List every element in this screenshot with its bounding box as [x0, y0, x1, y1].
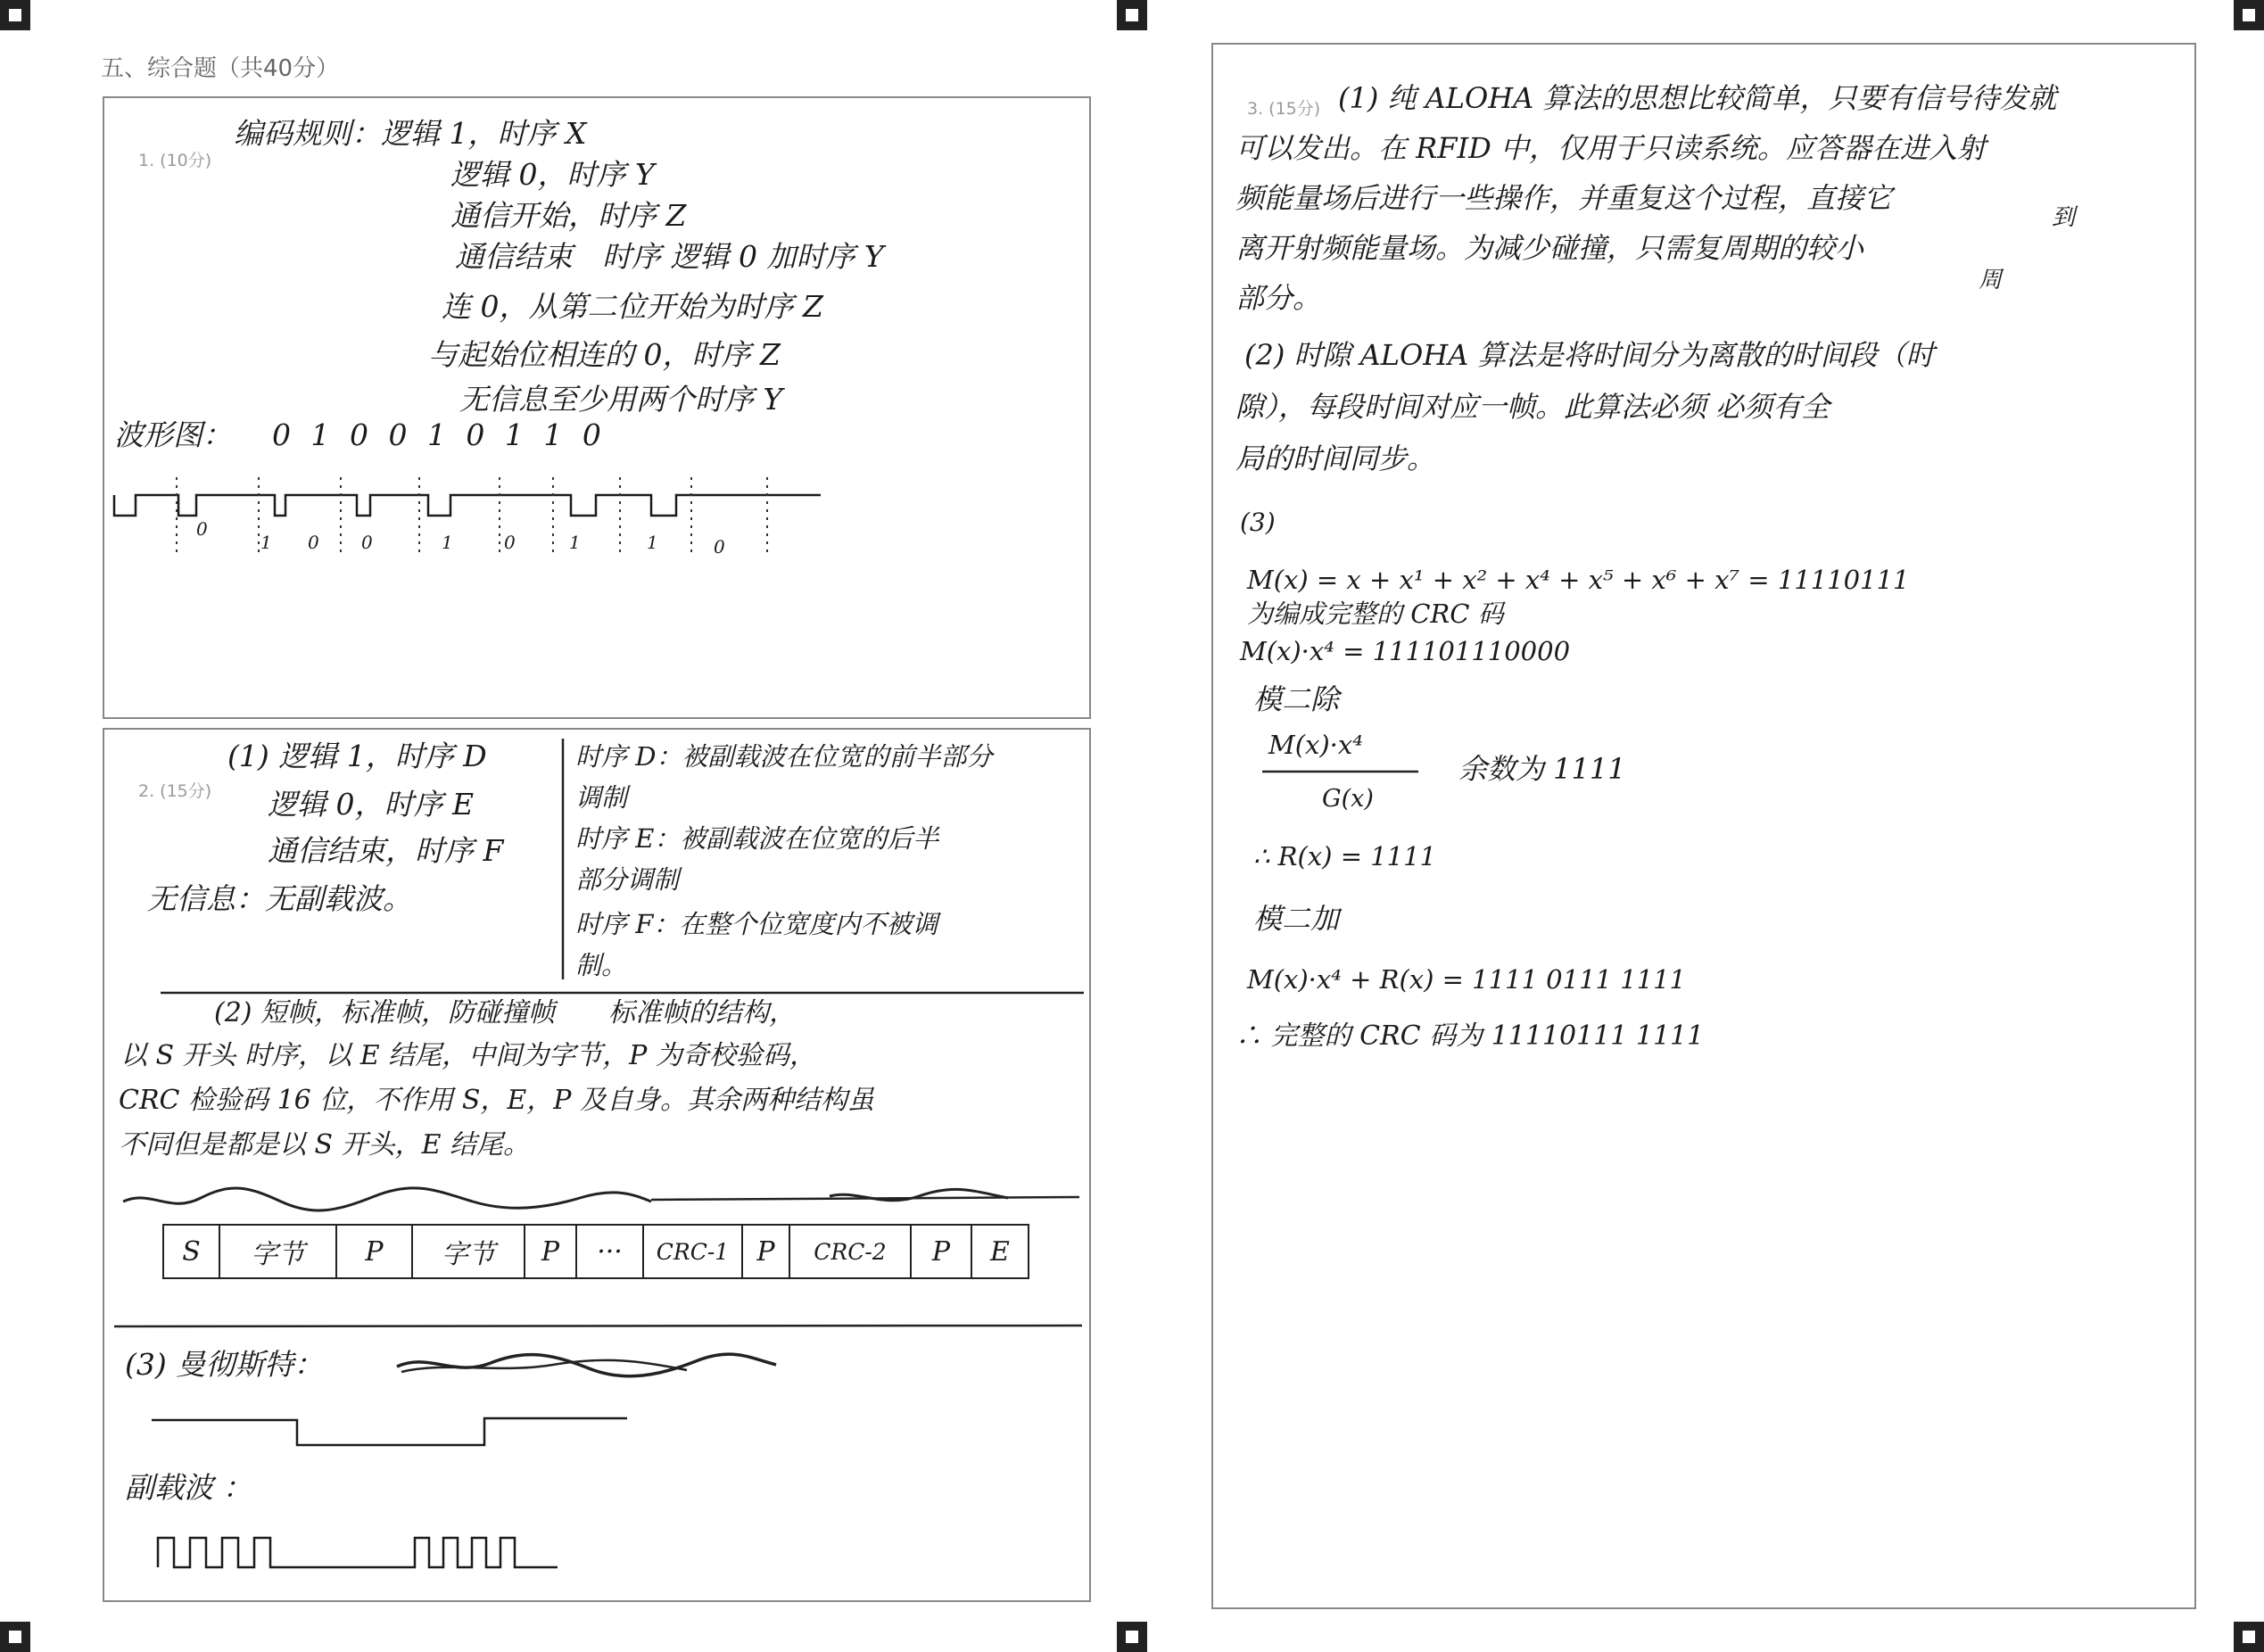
- wave-bit: 1: [442, 532, 453, 553]
- q1-rule-line: 与起始位相连的 0，时序 Z: [428, 337, 781, 372]
- q3-fraction-denominator: G(x): [1322, 785, 1374, 813]
- q2-part2-line: 不同但是都是以 S 开头，E 结尾。: [119, 1129, 531, 1161]
- q2-subcarrier-label: 副载波 ：: [125, 1470, 252, 1505]
- q2-part2-line: CRC 检验码 16 位，不作用 S，E，P 及自身。其余两种结构虽: [119, 1085, 874, 1116]
- q3-part2-line: 局的时间同步。: [1235, 442, 1436, 475]
- q3-part3-line: ∴ R(x) = 1111: [1253, 841, 1437, 871]
- q3-part2-line: (2) 时隙 ALOHA 算法是将时间分为离散的时间段（时: [1244, 338, 1935, 372]
- q1-waveform-label: 波形图：: [114, 417, 232, 452]
- q3-part3-line: M(x)·x⁴ + R(x) = 1111 0111 1111: [1247, 964, 1687, 995]
- q3-part1-line: 可以发出。在 RFID 中，仅用于只读系统。应答器在进入射: [1235, 131, 1986, 165]
- corner-marker-top-left: [0, 0, 30, 30]
- frame-cell-crc2: CRC-2: [789, 1224, 912, 1279]
- wave-bit: 1: [260, 532, 272, 553]
- wave-bit: 0: [308, 532, 319, 553]
- frame-cell-parity: P: [910, 1224, 972, 1279]
- q2-separator-line: [114, 1324, 1087, 1329]
- q3-part3-label: (3): [1240, 508, 1276, 537]
- question-label-q3: 3. (15分): [1247, 99, 1321, 119]
- corner-marker-bottom-left: [0, 1622, 30, 1652]
- subcarrier-waveform: [156, 1527, 566, 1581]
- q2-part3-scribble: [392, 1347, 785, 1383]
- q2-part1-line: 通信结束，时序 F: [268, 833, 504, 868]
- wave-bit: 0: [361, 532, 373, 553]
- q3-fraction-numerator: M(x)·x⁴: [1268, 730, 1363, 760]
- q1-waveform-diagram: [107, 473, 839, 571]
- frame-cell-e: E: [971, 1224, 1029, 1279]
- corner-marker-top-right: [2234, 0, 2264, 30]
- q2-part1-line: (1) 逻辑 1，时序 D: [227, 739, 487, 773]
- frame-cell-byte: 字节: [219, 1224, 337, 1279]
- frame-cell-parity: P: [524, 1224, 577, 1279]
- corner-marker-bottom-center: [1117, 1622, 1147, 1652]
- frame-cell-byte: 字节: [411, 1224, 525, 1279]
- q2-part1-right-line: 时序 D：被副载波在位宽的前半部分: [575, 741, 993, 772]
- wave-bit: 0: [714, 536, 725, 558]
- frame-cell-crc1: CRC-1: [642, 1224, 743, 1279]
- q1-rule-line: 逻辑 0，时序 Y: [450, 157, 655, 192]
- manchester-waveform: [150, 1409, 649, 1454]
- q2-part2-line: 以 S 开头 时序，以 E 结尾，中间为字节，P 为奇校验码，: [120, 1040, 816, 1071]
- answer-box-q3: [1211, 43, 2196, 1609]
- q3-part3-line: 为编成完整的 CRC 码: [1247, 599, 1504, 629]
- q3-part1-insert: 周: [1979, 267, 2003, 293]
- q3-part3-line: M(x) = x + x¹ + x² + x⁴ + x⁵ + x⁶ + x⁷ = 11110111: [1247, 565, 1910, 595]
- wave-bit: 1: [647, 532, 658, 553]
- question-label-q1: 1. (10分): [138, 151, 212, 170]
- q2-part1-right-line: 时序 F：在整个位宽度内不被调: [575, 909, 938, 939]
- q3-fraction-bar: [1262, 769, 1423, 774]
- wave-bit: 0: [196, 518, 208, 540]
- corner-marker-bottom-right: [2234, 1622, 2264, 1652]
- section-title: 五、综合题（共40分）: [101, 55, 340, 82]
- q2-part1-right-line: 时序 E：被副载波在位宽的后半: [575, 823, 939, 854]
- q2-part1-right-line: 部分调制: [575, 864, 680, 895]
- q3-part1-insert: 到: [2052, 204, 2076, 231]
- wave-bit: 1: [569, 532, 581, 553]
- q2-part1-line: 无信息：无副载波。: [147, 881, 412, 916]
- q2-part2-line: (2) 短帧，标准帧，防碰撞帧 标准帧的结构，: [214, 997, 797, 1028]
- q3-part1-line: (1) 纯 ALOHA 算法的思想比较简单，只要有信号待发就: [1338, 81, 2057, 115]
- question-label-q2: 2. (15分): [138, 781, 212, 801]
- q1-rule-line: 通信开始，时序 Z: [450, 198, 687, 233]
- q1-rule-line: 通信结束 时序 逻辑 0 加时序 Y: [455, 239, 884, 274]
- q1-rule-line: 连 0，从第二位开始为时序 Z: [442, 289, 823, 324]
- q3-part3-line: M(x)·x⁴ = 111101110000: [1240, 636, 1571, 666]
- q2-part1-right-line: 制。: [575, 950, 628, 980]
- q3-part3-line: 模二加: [1253, 902, 1340, 936]
- q1-bit-sequence: 0 1 0 0 1 0 1 1 0: [272, 417, 607, 452]
- frame-cell-s: S: [162, 1224, 220, 1279]
- q3-part3-line: 余数为 1111: [1458, 752, 1626, 786]
- frame-cell-ellipsis: ···: [575, 1224, 644, 1279]
- q2-part3-label: (3) 曼彻斯特：: [125, 1347, 324, 1382]
- q1-rule-line: 无信息至少用两个时序 Y: [459, 382, 783, 417]
- frame-cell-parity: P: [741, 1224, 790, 1279]
- q3-part3-line: ∴ 完整的 CRC 码为 11110111 1111: [1235, 1020, 1705, 1052]
- corner-marker-top-center: [1117, 0, 1147, 30]
- q2-part1-right-line: 调制: [575, 782, 628, 813]
- q3-part1-line: 部分。: [1235, 281, 1322, 315]
- q3-part2-line: 隙），每段时间对应一帧。此算法必须 必须有全: [1235, 390, 1830, 424]
- q1-rule-line: 编码规则：逻辑 1，时序 X: [234, 116, 587, 151]
- q2-part1-line: 逻辑 0，时序 E: [268, 787, 475, 822]
- q3-part1-line: 频能量场后进行一些操作，并重复这个过程，直接它: [1235, 181, 1893, 215]
- frame-cell-parity: P: [335, 1224, 413, 1279]
- q2-scribble-strike: [116, 1182, 1088, 1218]
- q3-part1-line: 离开射频能量场。为减少碰撞，只需复周期的较小: [1235, 231, 1864, 265]
- wave-bit: 0: [504, 532, 516, 553]
- q2-column-divider: [560, 739, 566, 979]
- q3-part3-line: 模二除: [1253, 682, 1340, 716]
